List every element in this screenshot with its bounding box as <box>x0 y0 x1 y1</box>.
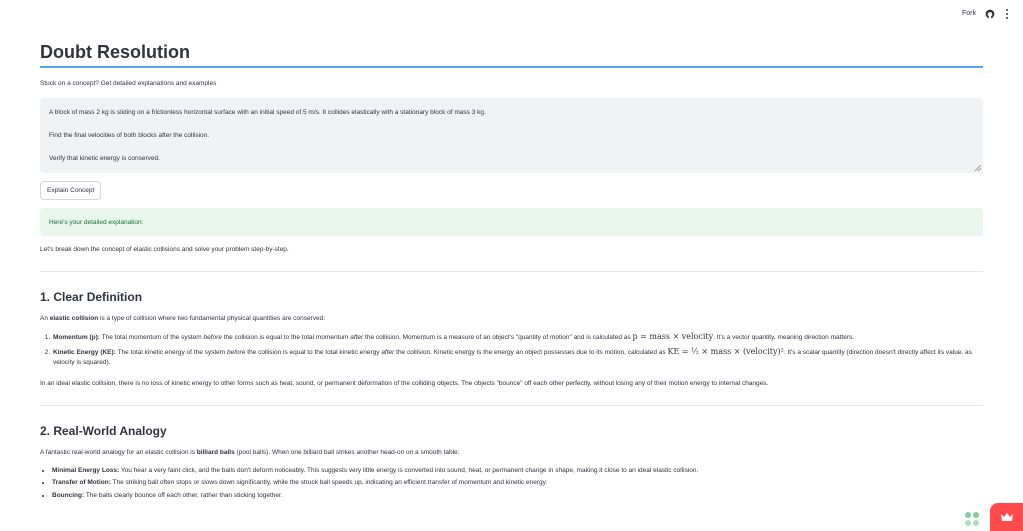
divider <box>40 271 983 272</box>
list-item: • Bouncing: The balls clearly bounce off each other, rather than sticking together. <box>52 490 983 503</box>
definition-closing: In an ideal elastic collision, there is no loss of kinetic energy to other forms such as heat, sound, or permanent deformation of the colliding objects. The objects "bounce" off each other perfectly, without losing any of their motion energy to internal changes. <box>40 379 769 387</box>
analogy-paragraph: A fantastic real-world analogy for an elastic collision is billiard balls (pool balls). When one billiard ball strikes another head-on on a smooth table: <box>40 448 460 456</box>
question-line: Verify that kinetic energy is conserved. <box>49 155 160 162</box>
streamlit-status-icon[interactable] <box>962 509 982 529</box>
list-item: • Minimal Energy Loss: You hear a very faint click, and the balls don't deform noticeably. This suggests very little energy is converted into sound, heat, or permanent change in shape, making it close to an ideal elastic collision. <box>52 465 983 478</box>
intro-text: Let's break down the concept of elastic collisions and solve your problem step-by-step. <box>40 246 289 253</box>
question-textarea[interactable] <box>40 98 983 173</box>
crown-icon <box>1001 513 1013 521</box>
section-heading-definition: 1. Clear Definition <box>40 290 143 304</box>
question-line: A block of mass 2 kg is sliding on a frictionless horizontal surface with an initial speed of 5 m/s. It collides elastically with a stationary block of mass 3 kg. <box>49 109 486 116</box>
explain-concept-button[interactable]: Explain Concept <box>40 181 101 200</box>
kebab-menu-icon[interactable] <box>1005 9 1009 19</box>
success-alert: Here's your detailed explanation: <box>40 208 983 236</box>
analogy-list <box>40 465 983 503</box>
list-item: 1. Momentum (p): The total momentum of the system before the collision is equal to the total momentum after the collision. Momentum is a measure of an object's "quantity of motion" and is calculated as p = mass × velocity. It's a vector quantity, meaning direction matters. <box>52 331 983 345</box>
page-subtitle: Stuck on a concept? Get detailed explanations and examples <box>40 80 217 87</box>
top-toolbar <box>0 0 1023 30</box>
main-content <box>40 40 983 502</box>
list-item: • Transfer of Motion: The striking ball often stops or slows down significantly, while the struck ball speeds up, indicating an efficient transfer of momentum and kinetic energy. <box>52 477 983 490</box>
github-icon[interactable] <box>985 9 995 19</box>
list-item: 2. Kinetic Energy (KE): The total kinetic energy of the system before the collision is equal to the total kinetic energy after the collision. Kinetic energy is the energy an object possesses due to its motion, calculated as KE = ½ × mass × (velocity)². It's a scalar quantity (direction doesn't directly affect its value, as velocity is squared). <box>52 347 983 369</box>
definition-list <box>40 331 983 369</box>
definition-paragraph: An elastic collision is a type of collision where two fundamental physical quantities are conserved: <box>40 315 326 322</box>
question-line: Find the final velocities of both blocks after the collision. <box>49 132 210 139</box>
section-heading-analogy: 2. Real-World Analogy <box>40 423 167 438</box>
divider <box>40 405 983 406</box>
page-title: Doubt Resolution <box>40 40 983 68</box>
hosted-badge-button[interactable] <box>990 503 1023 531</box>
resize-handle-icon[interactable] <box>975 165 981 171</box>
fork-link[interactable]: Fork <box>962 10 976 17</box>
